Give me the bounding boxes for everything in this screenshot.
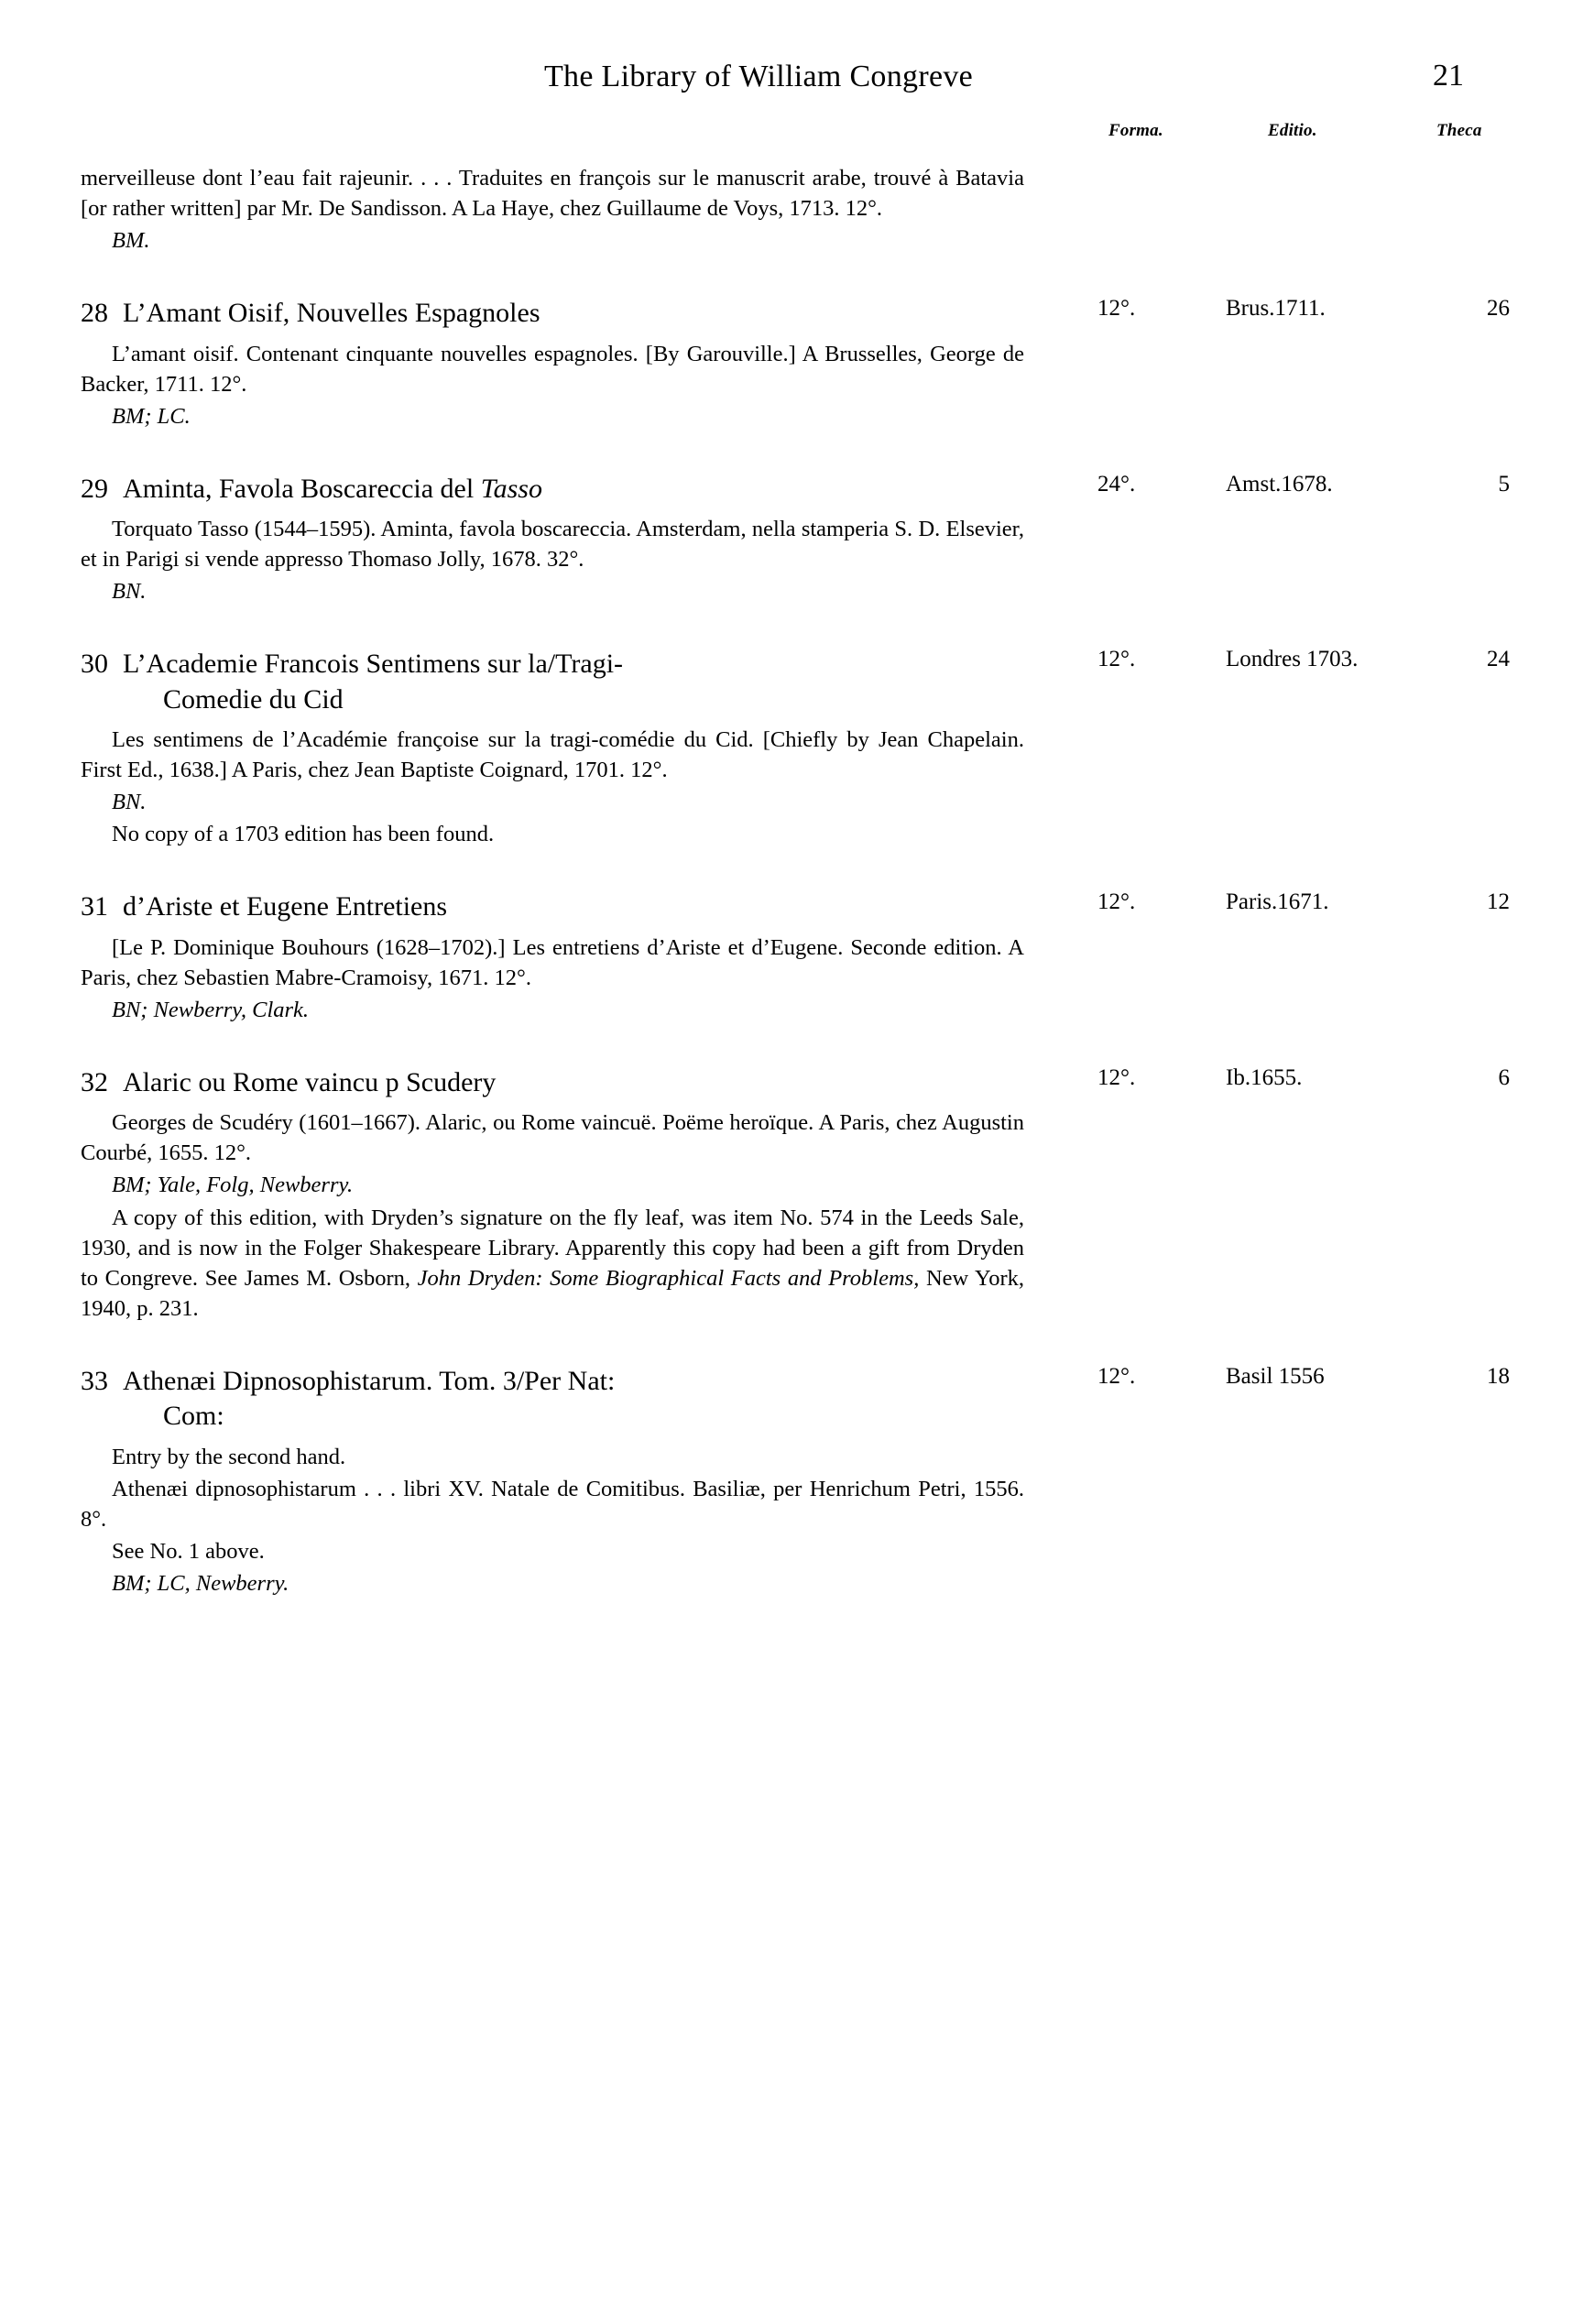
entry-title: [81, 647, 1024, 717]
entry-title-text: L’Academie Francois Sentimens sur la/Tragi-: [123, 649, 624, 680]
column-headers: [81, 121, 1482, 154]
entry-description: [Le P. Dominique Bouhours (1628–1702).] Les entretiens d’Ariste et d’Eugene. Seconde edition. A Paris, chez Sebastien Mabre-Cramoisy, 1671. 12°.: [81, 934, 1024, 990]
entry-description: L’amant oisif. Contenant cinquante nouvelles espagnoles. [By Garouville.] A Brusselles, George de Backer, 1711. 12°.: [81, 341, 1024, 397]
catalog-entry: [81, 1363, 1510, 1598]
entry-description: Georges de Scudéry (1601–1667). Alaric, ou Rome vaincuë. Poëme heroïque. A Paris, chez Augustin Courbé, 1655. 12°.: [81, 1110, 1024, 1166]
catalog-entry: [81, 889, 1510, 1025]
continued-entry-source: BM.: [112, 228, 150, 254]
entry-columns: [1052, 889, 1510, 926]
note-part2: New York, 1940, p. 231.: [81, 1265, 1024, 1321]
entry-title: [81, 1065, 1024, 1100]
entry-title-text: L’Amant Oisif, Nouvelles Espagnoles: [123, 298, 540, 329]
entry-columns: [1052, 1065, 1510, 1102]
entry-editio: Amst.1678.: [1226, 471, 1333, 496]
catalog-entry: [81, 647, 1510, 849]
entry-columns: [1052, 296, 1510, 333]
entry-title-text: Athenæi Dipnosophistarum. Tom. 3/Per Nat:: [123, 1365, 616, 1396]
column-header-forma: Forma.: [1108, 121, 1163, 140]
entry-source: BN.: [112, 579, 147, 605]
entry-forma: 12°.: [1097, 647, 1136, 672]
entry-theca: 24: [1487, 647, 1510, 672]
entry-editio: Londres 1703.: [1226, 647, 1359, 672]
entry-title-italic: Tasso: [480, 473, 542, 504]
column-header-editio: Editio.: [1268, 121, 1317, 140]
entry-title-line2: Comedie du Cid: [163, 683, 344, 715]
entry-number: 30: [81, 649, 108, 680]
column-header-theca: Theca: [1436, 121, 1482, 140]
entry-description: Athenæi dipnosophistarum . . . libri XV. Natale de Comitibus. Basiliæ, per Henrichum Petri, 1556. 8°.: [81, 1476, 1024, 1532]
entry-forma: 12°.: [1097, 889, 1136, 915]
entry-theca: 26: [1487, 296, 1510, 322]
entry-source: BM; LC.: [112, 403, 191, 429]
entry-source: BM; Yale, Folg, Newberry.: [112, 1173, 354, 1198]
entry-number: 28: [81, 298, 108, 329]
entry-title: [81, 1364, 1024, 1435]
entry-columns: [1052, 472, 1510, 508]
entry-number: 29: [81, 473, 108, 504]
entry-theca: 6: [1498, 1064, 1510, 1090]
entry-source: BN.: [112, 790, 147, 815]
continued-entry: [81, 163, 1464, 256]
entry-description: Torquato Tasso (1544–1595). Aminta, favola boscareccia. Amsterdam, nella stamperia S. D. Elsevier, et in Parigi si vende appresso Thomaso Jolly, 1678. 32°.: [81, 517, 1024, 573]
entry-number: 33: [81, 1365, 108, 1396]
note-italic-title: John Dryden: Some Biographical Facts and Problems,: [417, 1265, 920, 1291]
entry-description: Les sentimens de l’Académie françoise sur la tragi-comédie du Cid. [Chiefly by Jean Chapelain. First Ed., 1638.] A Paris, chez Jean Baptiste Coignard, 1701. 12°.: [81, 727, 1024, 783]
entry-title-text: Alaric ou Rome vaincu p Scudery: [123, 1066, 497, 1097]
entry-theca: 12: [1487, 889, 1510, 915]
entry-forma: 12°.: [1097, 1363, 1136, 1389]
page-title: The Library of William Congreve: [543, 60, 974, 93]
entry-title: [81, 472, 1024, 507]
entry-columns: [1052, 647, 1510, 683]
entry-long-note: [81, 1203, 1024, 1324]
entry-columns: [1052, 1364, 1510, 1401]
catalog-entry: [81, 296, 1510, 431]
catalog-entry: [81, 471, 1510, 607]
entry-source: BM; LC, Newberry.: [112, 1570, 289, 1596]
page-header: [81, 51, 1464, 115]
entry-editio: Basil 1556: [1226, 1363, 1325, 1389]
entry-forma: 12°.: [1097, 1064, 1136, 1090]
entry-editio: Paris.1671.: [1226, 889, 1329, 915]
entry-see-note: See No. 1 above.: [112, 1538, 265, 1564]
entry-forma: 12°.: [1097, 296, 1136, 322]
entry-note: No copy of a 1703 edition has been found.: [112, 822, 495, 847]
note-part1: A copy of this edition, with Dryden’s signature on the fly leaf, was item No. 574 in the Leeds Sale, 1930, and is now in the Folger Shakespeare Library. Apparently this copy had been a gift from Dryden to Congreve. See James M. Osborn,: [81, 1205, 1024, 1291]
entry-number: 32: [81, 1066, 108, 1097]
entry-title: [81, 889, 1024, 924]
continued-entry-text: merveilleuse dont l’eau fait rajeunir. . . . Traduites en françois sur le manuscrit arabe, trouvé à Batavia [or rather written] par Mr. De Sandisson. A La Haye, chez Guillaume de Voys, 1713. 12°.: [81, 166, 1024, 222]
catalog-entry: [81, 1064, 1510, 1324]
entry-editio: Ib.1655.: [1226, 1064, 1303, 1090]
entry-title: [81, 296, 1024, 331]
entry-title-text: Aminta, Favola Boscareccia del: [123, 473, 481, 504]
entry-editio: Brus.1711.: [1226, 296, 1326, 322]
entry-title-text: d’Ariste et Eugene Entretiens: [123, 891, 448, 922]
entry-forma: 24°.: [1097, 471, 1136, 496]
entry-theca: 18: [1487, 1363, 1510, 1389]
entry-theca: 5: [1498, 471, 1510, 496]
page-number: 21: [1433, 59, 1464, 93]
entry-source: BN; Newberry, Clark.: [112, 997, 310, 1022]
entry-hand-note: Entry by the second hand.: [112, 1444, 346, 1469]
entry-title-line2: Com:: [163, 1401, 224, 1432]
entry-number: 31: [81, 891, 108, 922]
